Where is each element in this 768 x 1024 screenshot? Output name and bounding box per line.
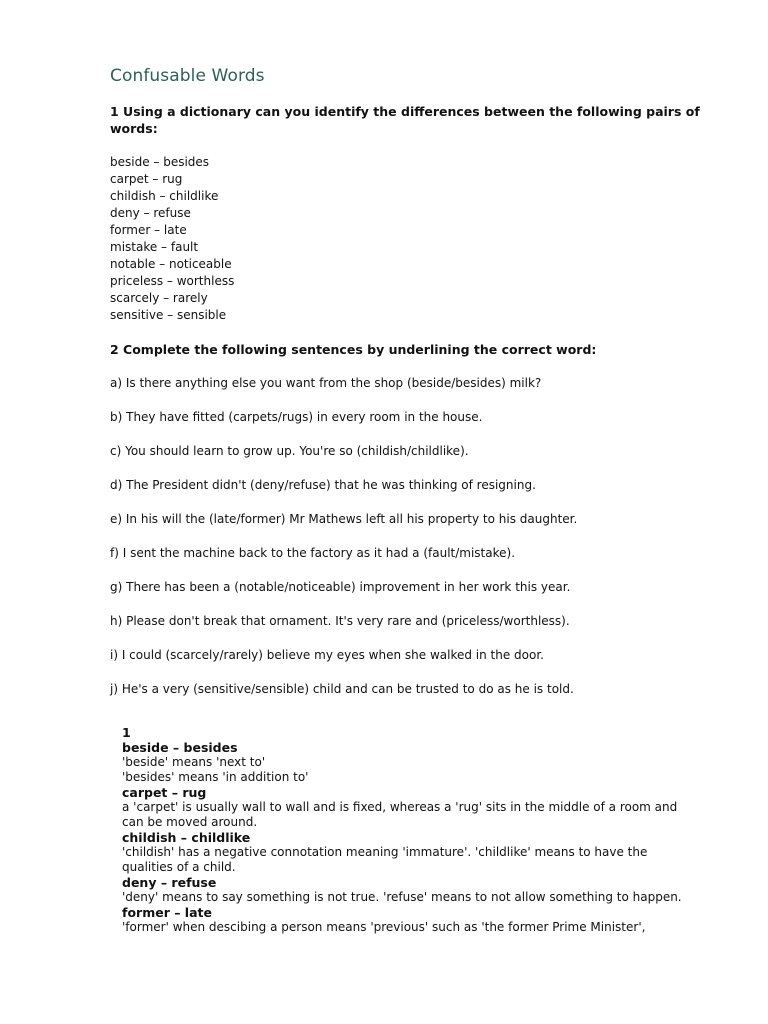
sentence-item: e) In his will the (late/former) Mr Mathews left all his property to his daughter. <box>110 512 578 526</box>
word-pair: mistake – fault <box>110 240 199 254</box>
sentence-item: a) Is there anything else you want from the shop (beside/besides) milk? <box>110 376 542 390</box>
answer-pair-title: former – late <box>122 905 212 920</box>
sentence-item: f) I sent the machine back to the factory as it had a (fault/mistake). <box>110 546 516 560</box>
answer-pair-title: carpet – rug <box>122 785 207 800</box>
word-pair: carpet – rug <box>110 172 183 186</box>
sentence-item: j) He's a very (sensitive/sensible) child and can be trusted to do as he is told. <box>110 682 574 696</box>
section2-heading: 2 Complete the following sentences by underlining the correct word: <box>110 342 597 357</box>
sentence-item: b) They have fitted (carpets/rugs) in every room in the house. <box>110 410 483 424</box>
word-pair: former – late <box>110 223 187 237</box>
word-pair: scarcely – rarely <box>110 291 208 305</box>
word-pair: deny – refuse <box>110 206 191 220</box>
word-pair: sensitive – sensible <box>110 308 227 322</box>
word-pair: childish – childlike <box>110 189 219 203</box>
word-pair: beside – besides <box>110 155 210 169</box>
sentence-item: c) You should learn to grow up. You're so (childish/childlike). <box>110 444 469 458</box>
word-pair: priceless – worthless <box>110 274 235 288</box>
sentence-item: h) Please don't break that ornament. It's very rare and (priceless/worthless). <box>110 614 570 628</box>
section1-heading: 1 Using a dictionary can you identify the differences between the following pairs of words: <box>110 104 700 136</box>
word-pair: notable – noticeable <box>110 257 232 271</box>
answer-explanation: 'beside' means 'next to' <box>122 755 266 769</box>
sentence-item: i) I could (scarcely/rarely) believe my eyes when she walked in the door. <box>110 648 544 662</box>
answer-section-number: 1 <box>122 725 131 740</box>
answer-explanation: 'former' when descibing a person means 'previous' such as 'the former Prime Minister', <box>122 920 646 934</box>
document-page <box>110 66 710 715</box>
answer-pair-title: beside – besides <box>122 740 238 755</box>
sentence-item: g) There has been a (notable/noticeable) improvement in her work this year. <box>110 580 571 594</box>
answer-key <box>122 725 702 935</box>
page-title: Confusable Words <box>110 66 265 86</box>
word-pairs-list <box>110 154 710 324</box>
answer-explanation: 'deny' means to say something is not true. 'refuse' means to not allow something to happen. <box>122 890 682 904</box>
answer-explanation: 'childish' has a negative connotation meaning 'immature'. 'childlike' means to have the qualities of a child. <box>122 845 648 874</box>
answer-pair-title: childish – childlike <box>122 830 251 845</box>
answer-explanation: a 'carpet' is usually wall to wall and is fixed, whereas a 'rug' sits in the middle of a room and can be moved around. <box>122 800 678 829</box>
answer-explanation: 'besides' means 'in addition to' <box>122 770 309 784</box>
sentences-list <box>110 375 710 698</box>
answer-pair-title: deny – refuse <box>122 875 217 890</box>
sentence-item: d) The President didn't (deny/refuse) that he was thinking of resigning. <box>110 478 536 492</box>
